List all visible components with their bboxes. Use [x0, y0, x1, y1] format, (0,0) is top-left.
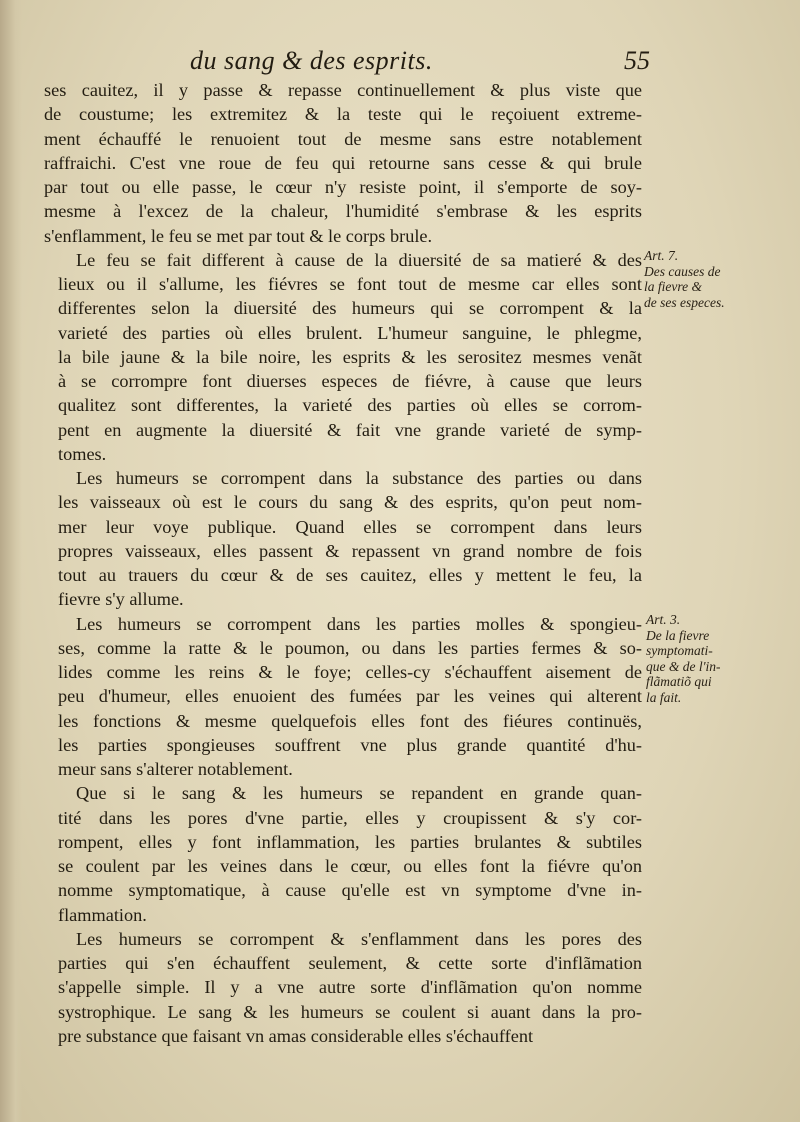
page-gutter-shadow: [0, 0, 22, 1122]
text-line: tout au trauers du cœur & de ses cauitez, elles y mettent le feu, la: [58, 565, 642, 585]
margin-note-line: Des causes de: [644, 263, 721, 279]
text-line: fievre s'y allume.: [58, 589, 184, 610]
text-line: ment échauffé le renuoient tout de mesme sans estre notablement: [44, 128, 642, 149]
text-line: se coulent par les veines dans le cœur, ou elles font la fiévre qu'on: [58, 856, 642, 876]
text-line: Les humeurs se corrompent dans la substance des parties ou dans: [76, 468, 642, 488]
text-line: les vaisseaux où est le cours du sang & des esprits, qu'on peut nom-: [58, 492, 642, 513]
text-line: tité dans les pores d'vne partie, elles y croupissent & s'y cor-: [58, 807, 642, 828]
paragraph: [44, 78, 642, 248]
text-line: les parties spongieuses souffrent vne plus grande quantité d'hu-: [58, 734, 642, 755]
margin-note: [646, 612, 721, 705]
text-line: par tout ou elle passe, le cœur n'y resiste point, il s'emporte de soy-: [44, 177, 642, 197]
margin-note-line: De la fievre: [646, 627, 710, 643]
text-line: lides comme les reins & le foye; celles-cy s'échauffent aisement de: [58, 662, 642, 682]
text-line: à se corrompre font diuerses especes de fiévre, à cause que leurs: [58, 371, 642, 391]
text-line: ses, comme la ratte & le poumon, ou dans les parties fermes & so-: [58, 637, 642, 658]
text-line: differentes selon la diuersité des humeurs qui se corrompent & la: [58, 298, 642, 319]
text-line: les fonctions & mesme quelquefois elles font des fiéures continuës,: [58, 710, 642, 731]
text-line: varieté des parties où elles brulent. L'humeur sanguine, le phlegme,: [58, 322, 642, 343]
text-line: Que si le sang & les humeurs se repandent en grande quan-: [76, 783, 642, 804]
margin-note-line: que & de l'in-: [646, 658, 721, 674]
body-text: [44, 78, 642, 1048]
running-head: du sang & des esprits.: [190, 46, 433, 75]
text-line: ses cauitez, il y passe & repasse continuellement & plus viste que: [44, 80, 642, 100]
paragraph: [44, 248, 642, 466]
text-line: s'appelle simple. Il y a vne autre sorte d'inflãmation qu'on nomme: [58, 977, 642, 998]
text-line: qualitez sont differentes, la varieté des parties où elles se corrom-: [58, 395, 642, 416]
text-line: la bile jaune & la bile noire, les esprits & les serositez mesmes venãt: [58, 346, 642, 367]
paragraph: [44, 781, 642, 927]
text-line: Le feu se fait different à cause de la diuersité de sa matieré & des: [76, 249, 642, 270]
text-line: lieux ou il s'allume, les fiévres se font tout de mesme car elles sont: [58, 274, 642, 294]
text-line: rompent, elles y font inflammation, les parties brulantes & subtiles: [58, 831, 642, 852]
text-line: mer leur voye publique. Quand elles se corrompent dans leurs: [58, 516, 642, 537]
text-line: nomme symptomatique, à cause qu'elle est vn symptome d'vne in-: [58, 880, 642, 901]
paragraph: [44, 466, 642, 612]
paragraph: [44, 612, 642, 782]
margin-note-line: de ses especes.: [644, 294, 725, 310]
margin-note-line: flãmatiõ qui: [646, 674, 712, 689]
margin-note-line: Art. 7.: [644, 248, 679, 263]
text-line: meur sans s'alterer notablement.: [58, 759, 293, 779]
text-line: Les humeurs se corrompent dans les parties molles & spongieu-: [76, 613, 642, 634]
text-line: pent en augmente la diuersité & fait vne grande varieté de symp-: [58, 419, 642, 440]
text-line: parties qui s'en échauffent seulement, & cette sorte d'inflãmation: [58, 953, 642, 973]
margin-note-line: la fait.: [646, 689, 682, 705]
page-number: 55: [624, 46, 650, 75]
text-line: systrophique. Le sang & les humeurs se coulent si auant dans la pro-: [58, 1001, 642, 1022]
margin-note: [644, 248, 725, 310]
paragraph: [44, 927, 642, 1048]
text-line: Les humeurs se corrompent & s'enflamment dans les pores des: [76, 928, 642, 949]
text-line: flammation.: [58, 904, 147, 925]
margin-note-line: symptomati-: [646, 643, 713, 658]
text-line: pre substance que faisant vn amas considerable elles s'échauffent: [58, 1025, 534, 1046]
text-line: raffraichi. C'est vne roue de feu qui retourne sans cesse & qui brule: [44, 152, 642, 173]
margin-note-line: la fievre &: [644, 279, 702, 294]
text-line: propres vaisseaux, elles passent & repassent vn grand nombre de fois: [58, 540, 642, 561]
text-line: tomes.: [58, 443, 107, 464]
text-line: de coustume; les extremitez & la teste qui le reçoiuent extreme-: [44, 104, 642, 125]
text-line: s'enflamment, le feu se met par tout & le corps brule.: [44, 225, 433, 246]
text-line: mesme à l'excez de la chaleur, l'humidité s'embrase & les esprits: [44, 201, 642, 222]
margin-note-line: Art. 3.: [646, 612, 681, 627]
text-line: peu d'humeur, elles enuoient des fumées par les veines qui alterent: [58, 686, 642, 707]
